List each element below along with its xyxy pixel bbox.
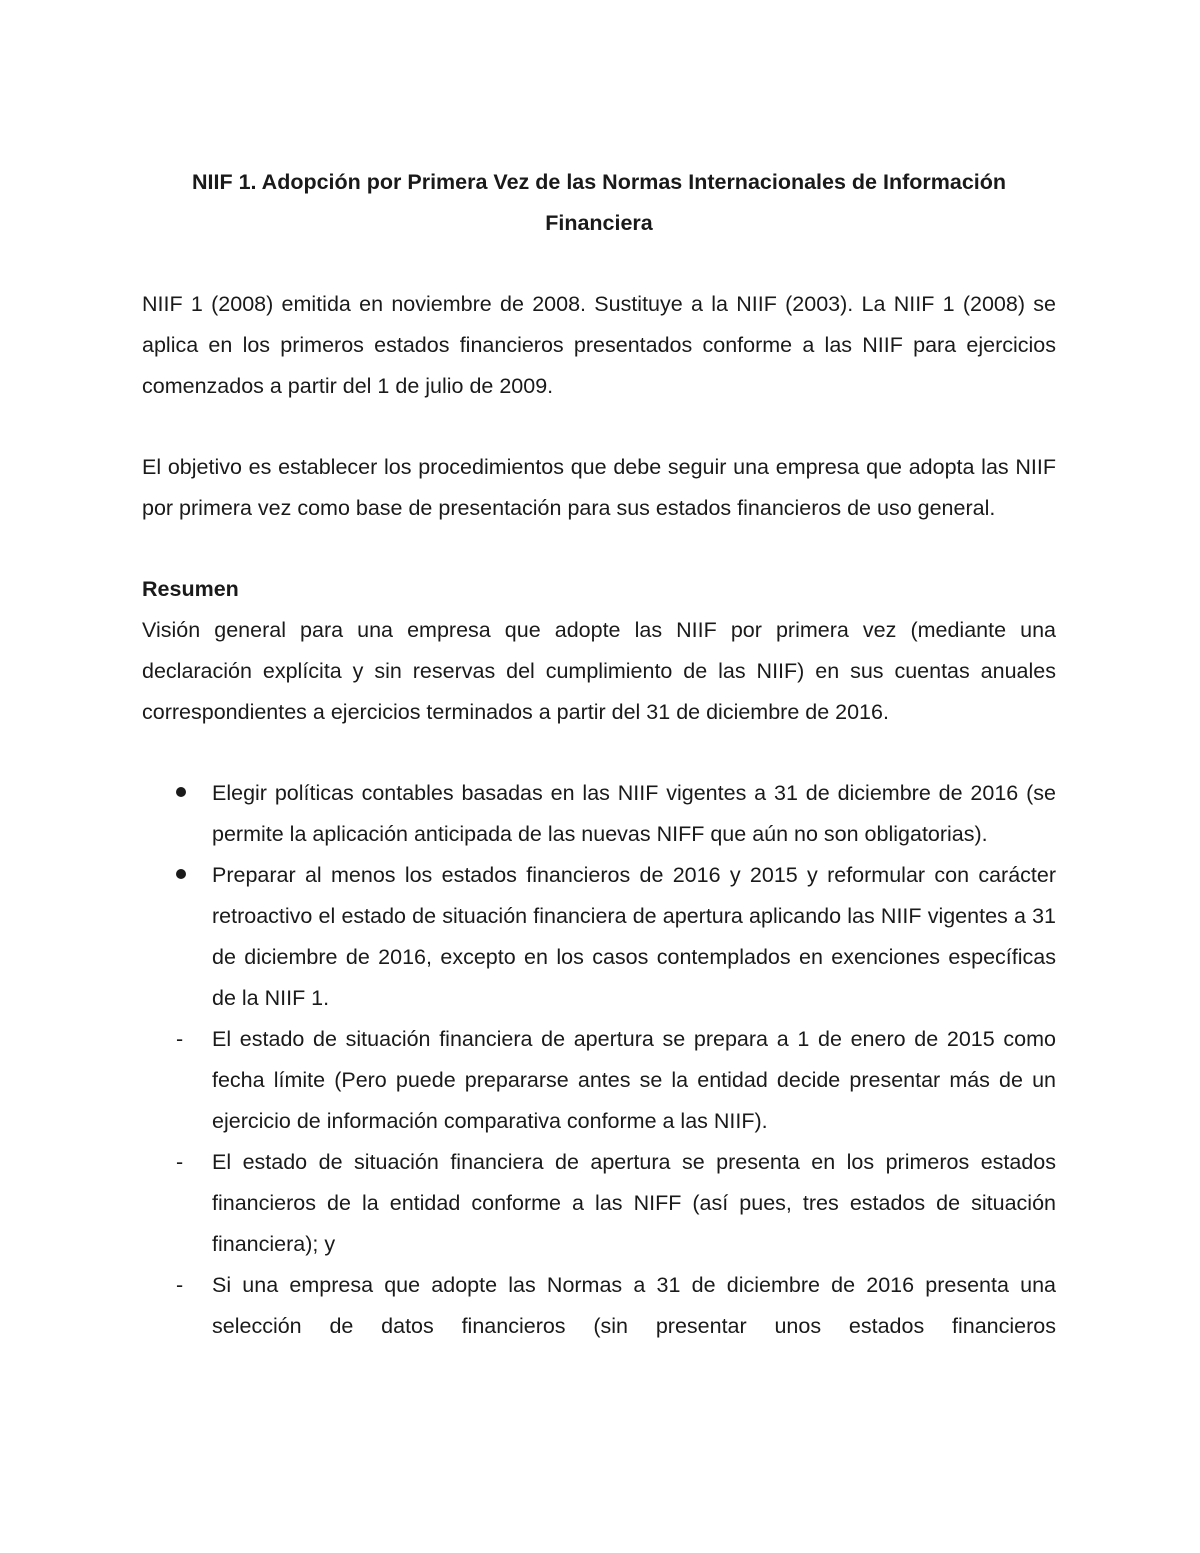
list-item-text: Preparar al menos los estados financieros de 2016 y 2015 y reformular con carácter retroactivo el estado de situación financiera de apertura aplicando las NIIF vigentes a 31 de diciembre de 2016, excepto en los casos contemplados en exenciones específicas de la NIIF 1.: [212, 863, 1056, 1010]
list-item: [142, 1265, 1056, 1347]
document-title: [142, 162, 1056, 244]
summary-heading: Resumen: [142, 577, 239, 601]
title-line-2: Financiera: [545, 211, 653, 235]
list-item-text: Si una empresa que adopte las Normas a 31 de diciembre de 2016 presenta una selección de datos financieros (sin presentar unos estados financieros: [212, 1273, 1056, 1338]
list-item: [142, 855, 1056, 1019]
bullet-icon: [176, 855, 196, 896]
dash-marker: -: [176, 1027, 184, 1051]
spacer: [142, 407, 1056, 447]
summary-paragraph: Visión general para una empresa que adopte las NIIF por primera vez (mediante una declaración explícita y sin reservas del cumplimiento de las NIIF) en sus cuentas anuales correspondientes a ejercicios terminados a partir del 31 de diciembre de 2016.: [142, 618, 1056, 724]
list-item: [142, 1142, 1056, 1265]
intro-paragraph: NIIF 1 (2008) emitida en noviembre de 2008. Sustituye a la NIIF (2003). La NIIF 1 (2008) se aplica en los primeros estados financieros presentados conforme a las NIIF para ejercicios comenzados a partir del 1 de julio de 2009.: [142, 292, 1056, 398]
spacer: [142, 244, 1056, 284]
list-item: [142, 1019, 1056, 1142]
list-item-text: Elegir políticas contables basadas en las NIIF vigentes a 31 de diciembre de 2016 (se permite la aplicación anticipada de las nuevas NIFF que aún no son obligatorias).: [212, 781, 1056, 846]
objective-paragraph: El objetivo es establecer los procedimientos que debe seguir una empresa que adopta las NIIF por primera vez como base de presentación para sus estados financieros de uso general.: [142, 455, 1056, 520]
summary-list: [142, 773, 1056, 1347]
document-page: [142, 162, 1056, 1347]
spacer: [142, 733, 1056, 773]
bullet-icon: [176, 773, 196, 814]
list-item: [142, 773, 1056, 855]
dash-marker: -: [176, 1273, 184, 1297]
dash-marker: -: [176, 1150, 184, 1174]
list-item-text: El estado de situación financiera de apertura se presenta en los primeros estados financieros de la entidad conforme a las NIFF (así pues, tres estados de situación financiera); y: [212, 1150, 1056, 1256]
title-line-1: NIIF 1. Adopción por Primera Vez de las Normas Internacionales de Información: [191, 170, 1007, 194]
spacer: [142, 529, 1056, 569]
list-item-text: El estado de situación financiera de apertura se prepara a 1 de enero de 2015 como fecha límite (Pero puede prepararse antes se la entidad decide presentar más de un ejercicio de información comparativa conforme a las NIIF).: [212, 1027, 1056, 1133]
